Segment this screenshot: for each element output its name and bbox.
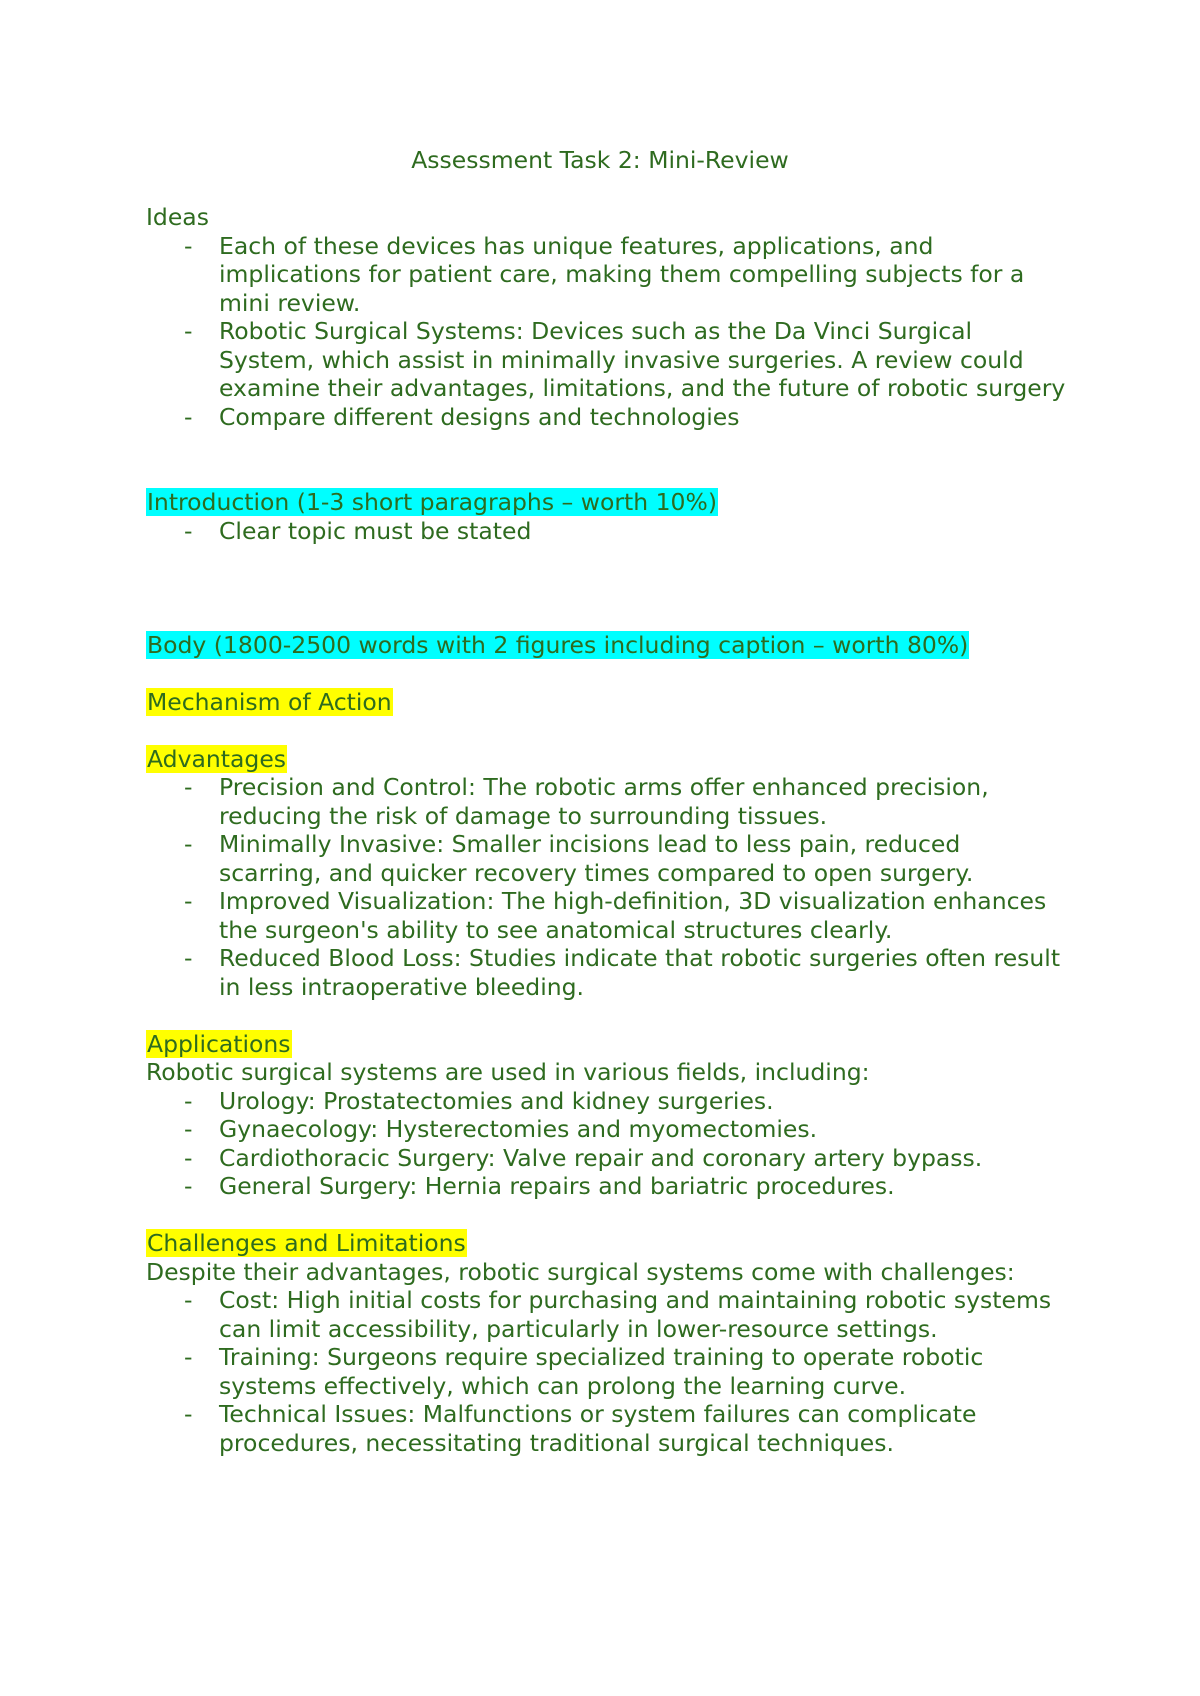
applications-heading: [146, 1030, 1066, 1059]
list-item: [146, 887, 1066, 944]
spacer: [146, 1201, 1066, 1230]
list-item-text: Cost: High initial costs for purchasing and maintaining robotic systems can limit accessibility, particularly in lower-resource settings.: [219, 1286, 1052, 1343]
bullet-dash: -: [184, 1143, 193, 1172]
document-title: Assessment Task 2: Mini-Review: [411, 146, 789, 174]
list-item: [146, 830, 1066, 887]
list-item: [146, 773, 1066, 830]
spacer: [146, 716, 1066, 745]
list-item-text: Urology: Prostatectomies and kidney surgeries.: [219, 1086, 774, 1115]
bullet-dash: -: [184, 1086, 193, 1115]
list-item-text: Reduced Blood Loss: Studies indicate that robotic surgeries often result in less intraoperative bleeding.: [219, 944, 1061, 1001]
list-item: [146, 1115, 1066, 1144]
bullet-dash: -: [184, 1400, 193, 1428]
ideas-heading: [146, 203, 1066, 232]
list-item-text: Improved Visualization: The high-definition, 3D visualization enhances the surgeon's ability to see anatomical structures clearly.: [219, 887, 1047, 944]
list-item-text: Cardiothoracic Surgery: Valve repair and coronary artery bypass.: [219, 1143, 983, 1172]
list-item: [146, 403, 1066, 432]
challenges-intro: Despite their advantages, robotic surgical systems come with challenges:: [146, 1257, 1015, 1286]
list-item-text: Minimally Invasive: Smaller incisions lead to less pain, reduced scarring, and quicker recovery times compared to open surgery.: [219, 830, 974, 887]
introduction-heading: [146, 488, 1066, 517]
bullet-dash: -: [184, 944, 193, 972]
mechanism-heading: [146, 688, 1066, 717]
list-item-text: Clear topic must be stated: [219, 516, 532, 545]
bullet-dash: -: [184, 887, 193, 915]
spacer: [146, 545, 1066, 631]
document-content: [146, 203, 1066, 1457]
advantages-list: [146, 773, 1066, 1001]
body-heading-text: Body (1800-2500 words with 2 figures including caption – worth 80%): [147, 630, 969, 659]
list-item-text: General Surgery: Hernia repairs and bariatric procedures.: [219, 1172, 895, 1200]
bullet-dash: -: [184, 317, 193, 345]
body-heading: [146, 631, 1066, 660]
bullet-dash: -: [184, 231, 193, 260]
spacer: [146, 1001, 1066, 1030]
introduction-heading-text: Introduction (1-3 short paragraphs – worth 10%): [147, 488, 718, 516]
advantages-heading: [146, 745, 1066, 774]
list-item: [146, 317, 1066, 403]
bullet-dash: -: [184, 830, 193, 858]
challenges-heading: [146, 1229, 1066, 1258]
ideas-list: [146, 232, 1066, 432]
list-item: [146, 1087, 1066, 1116]
advantages-heading-text: Advantages: [147, 744, 287, 773]
challenges-heading-text: Challenges and Limitations: [147, 1229, 466, 1257]
list-item-text: Robotic Surgical Systems: Devices such as the Da Vinci Surgical System, which assist in minimally invasive surgeries. A review could examine their advantages, limitations, and the future of robotic surgery: [219, 317, 1066, 402]
mechanism-heading-text: Mechanism of Action: [147, 687, 392, 716]
applications-intro: Robotic surgical systems are used in various fields, including:: [146, 1058, 870, 1086]
list-item-text: Compare different designs and technologies: [219, 402, 740, 431]
bullet-dash: -: [184, 1172, 193, 1200]
list-item: [146, 232, 1066, 318]
applications-heading-text: Applications: [147, 1029, 291, 1058]
introduction-list: [146, 517, 1066, 546]
list-item: [146, 1144, 1066, 1173]
list-item-text: Technical Issues: Malfunctions or system failures can complicate procedures, necessitating traditional surgical techniques.: [219, 1400, 977, 1457]
spacer: [146, 431, 1066, 488]
bullet-dash: -: [184, 516, 193, 545]
bullet-dash: -: [184, 1286, 193, 1314]
list-item-text: Each of these devices has unique features, applications, and implications for patient care, making them compelling subjects for a mini review.: [219, 231, 1025, 317]
list-item-text: Gynaecology: Hysterectomies and myomectomies.: [219, 1115, 818, 1143]
applications-list: [146, 1087, 1066, 1201]
bullet-dash: -: [184, 1115, 193, 1143]
list-item: [146, 944, 1066, 1001]
list-item: [146, 1400, 1066, 1457]
bullet-dash: -: [184, 1343, 193, 1371]
bullet-dash: -: [184, 402, 193, 431]
spacer: [146, 659, 1066, 688]
list-item: [146, 1172, 1066, 1201]
list-item-text: Training: Surgeons require specialized training to operate robotic systems effectively, which can prolong the learning curve.: [219, 1343, 984, 1400]
list-item: [146, 517, 1066, 546]
bullet-dash: -: [184, 773, 193, 801]
list-item: [146, 1286, 1066, 1343]
ideas-heading-text: Ideas: [146, 203, 209, 231]
list-item: [146, 1343, 1066, 1400]
list-item-text: Precision and Control: The robotic arms offer enhanced precision, reducing the risk of damage to surrounding tissues.: [219, 773, 989, 830]
challenges-list: [146, 1286, 1066, 1457]
